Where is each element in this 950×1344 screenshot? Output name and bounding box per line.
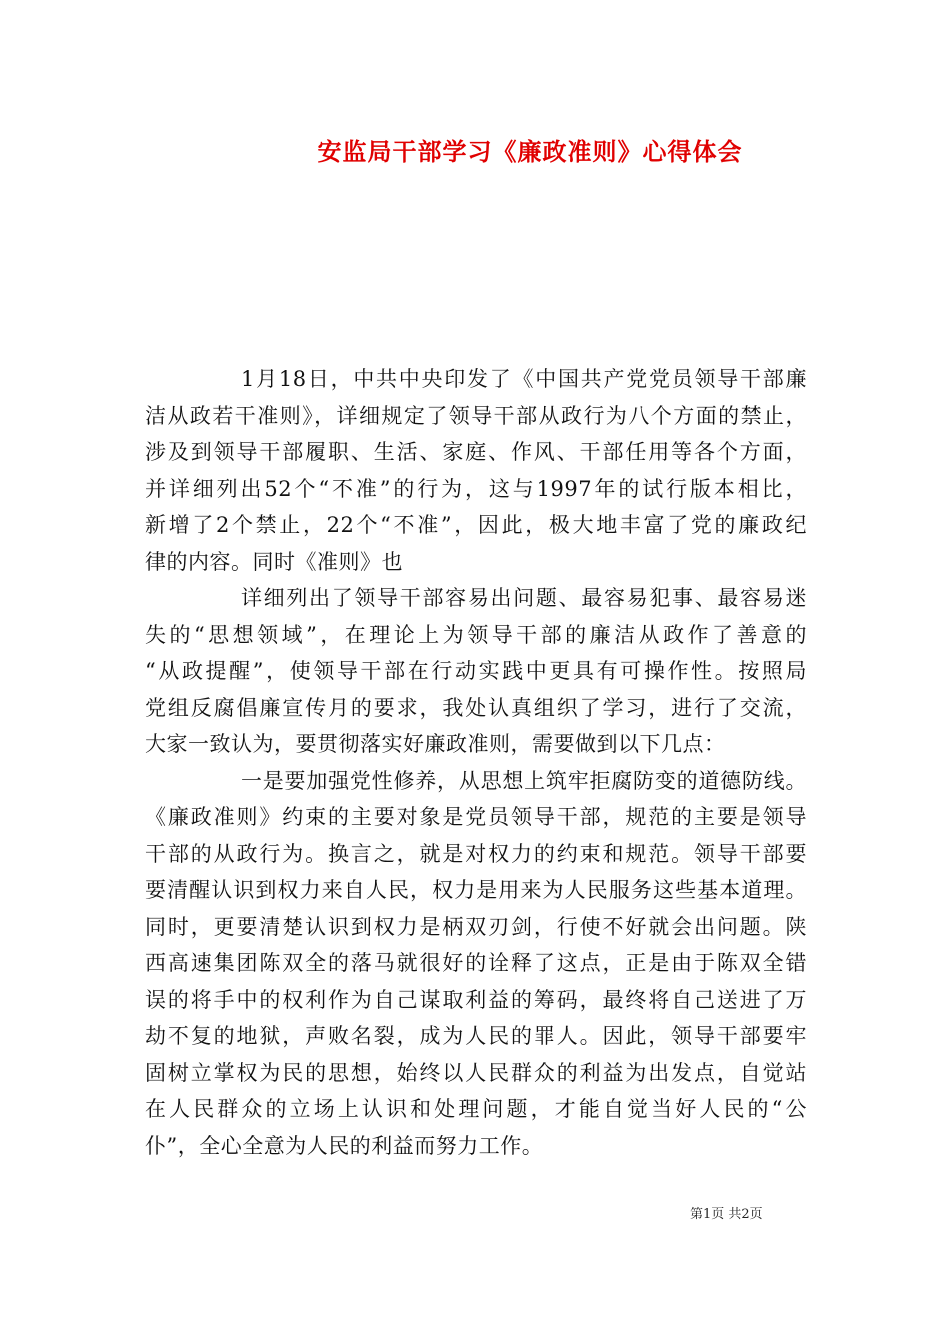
body-line: 新增了2个禁止，22个“不准”，因此，极大地丰富了党的廉政纪 (145, 513, 807, 537)
body-line: 涉及到领导干部履职、生活、家庭、作风、干部任用等各个方面， (145, 440, 807, 464)
body-line: 1月18日，中共中央印发了《中国共产党党员领导干部廉 (241, 367, 807, 391)
body-line: 一是要加强党性修养，从思想上筑牢拒腐防变的道德防线。 (241, 768, 807, 793)
body-line: 固树立掌权为民的思想，始终以人民群众的利益为出发点，自觉站 (145, 1060, 807, 1085)
body-line: 大家一致认为，要贯彻落实好廉政准则，需要做到以下几点： (145, 732, 726, 756)
body-line: 要清醒认识到权力来自人民，权力是用来为人民服务这些基本道理。 (145, 878, 807, 902)
body-line: 干部的从政行为。换言之，就是对权力的约束和规范。领导干部要 (145, 841, 807, 866)
body-line: “从政提醒”，使领导干部在行动实践中更具有可操作性。按照局 (145, 659, 807, 683)
body-line: 洁从政若干准则》，详细规定了领导干部从政行为八个方面的禁止， (145, 403, 807, 428)
body-line: 并详细列出52个“不准”的行为，这与1997年的试行版本相比， (145, 476, 807, 501)
body-line: 律的内容。同时《准则》也 (145, 549, 403, 574)
document-body (145, 361, 807, 1164)
body-line: 详细列出了领导干部容易出问题、最容易犯事、最容易迷 (241, 586, 807, 610)
body-line: 劫不复的地狱，声败名裂，成为人民的罪人。因此，领导干部要牢 (145, 1024, 807, 1048)
document-title: 安监局干部学习《廉政准则》心得体会 (317, 138, 743, 166)
body-line: 同时，更要清楚认识到权力是柄双刃剑，行使不好就会出问题。陕 (145, 914, 807, 939)
body-line: 在人民群众的立场上认识和处理问题，才能自觉当好人民的“公 (145, 1097, 807, 1121)
body-line: 误的将手中的权利作为自己谋取利益的筹码，最终将自己送进了万 (145, 987, 807, 1012)
body-line: 仆”，全心全意为人民的利益而努力工作。 (145, 1133, 544, 1158)
body-line: 西高速集团陈双全的落马就很好的诠释了这点，正是由于陈双全错 (145, 951, 807, 975)
body-line: 党组反腐倡廉宣传月的要求，我处认真组织了学习，进行了交流， (145, 695, 807, 720)
body-line: 失的“思想领域”，在理论上为领导干部的廉洁从政作了善意的 (145, 622, 807, 647)
body-line: 《廉政准则》约束的主要对象是党员领导干部，规范的主要是领导 (145, 805, 807, 829)
page-footer: 第1页 共2页 (690, 1207, 763, 1222)
